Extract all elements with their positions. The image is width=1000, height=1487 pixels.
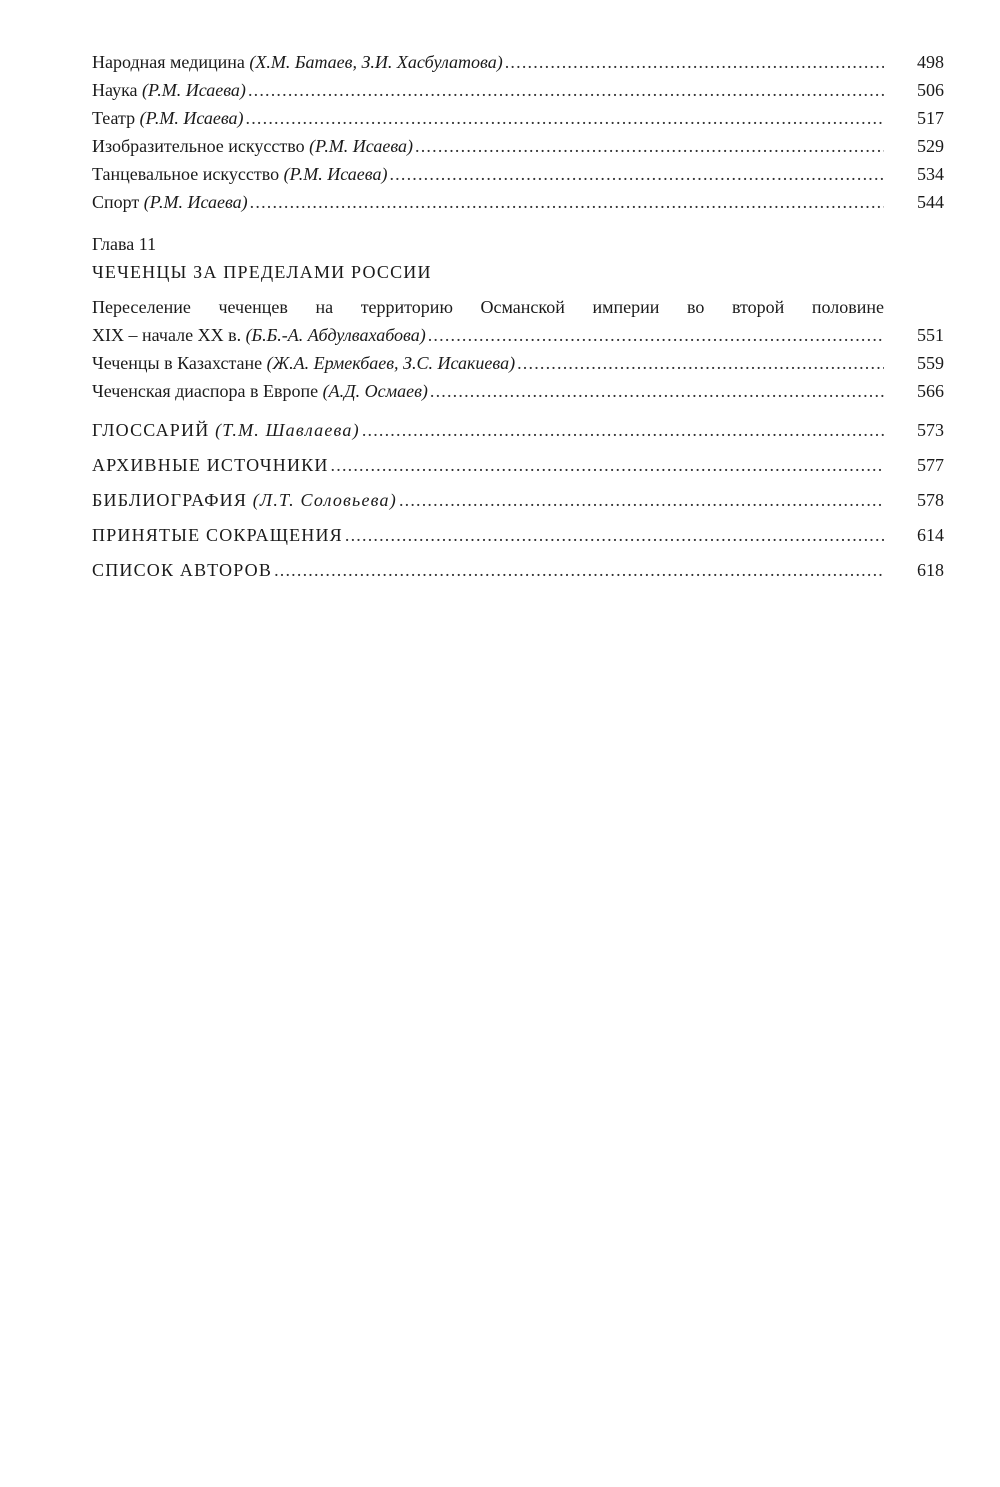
page-number: 618 <box>917 560 944 580</box>
page-number: 506 <box>917 80 944 100</box>
entry-title: Наука (Р.М. Исаева) <box>92 80 246 100</box>
entry-title: ГЛОССАРИЙ (Т.М. Шавлаева) <box>92 420 360 440</box>
dot-leader <box>517 349 884 377</box>
page-number: 566 <box>917 381 944 401</box>
entry-title-line: Переселение чеченцев на территорию Османской империи во второй половине <box>92 297 884 317</box>
page-number: 498 <box>917 52 944 72</box>
dot-leader <box>415 132 884 160</box>
page-number: 573 <box>917 420 944 440</box>
toc-entry <box>92 76 944 104</box>
dot-leader <box>428 321 884 349</box>
entry-title: АРХИВНЫЕ ИСТОЧНИКИ <box>92 455 329 475</box>
dot-leader <box>399 483 884 518</box>
page-number: 614 <box>917 525 944 545</box>
chapter-title: ЧЕЧЕНЦЫ ЗА ПРЕДЕЛАМИ РОССИИ <box>92 262 432 282</box>
dot-leader <box>505 48 884 76</box>
toc-entry <box>92 349 944 377</box>
entry-author: (Р.М. Исаева) <box>139 108 244 128</box>
toc-entry <box>92 160 944 188</box>
entry-title: Танцевальное искусство (Р.М. Исаева) <box>92 164 388 184</box>
entry-author: (Х.М. Батаев, З.И. Хасбулатова) <box>249 52 503 72</box>
entry-author: (А.Д. Осмаев) <box>322 381 428 401</box>
dot-leader <box>430 377 884 405</box>
page-number: 544 <box>917 192 944 212</box>
toc-entry-glossary <box>92 413 944 448</box>
entry-title: Народная медицина (Х.М. Батаев, З.И. Хасбулатова) <box>92 52 503 72</box>
entry-author: (Ж.А. Ермекбаев, З.С. Исакиева) <box>266 353 516 373</box>
entry-title: Чеченская диаспора в Европе (А.Д. Осмаев) <box>92 381 428 401</box>
entry-author: (Т.М. Шавлаева) <box>215 420 360 440</box>
dot-leader <box>362 413 884 448</box>
entry-author: (Р.М. Исаева) <box>142 80 246 100</box>
entry-title: ПРИНЯТЫЕ СОКРАЩЕНИЯ <box>92 525 343 545</box>
page-number: 529 <box>917 136 944 156</box>
toc-entry <box>92 188 944 216</box>
entry-author: (Б.Б.-А. Абдулвахабова) <box>245 325 426 345</box>
entry-author: (Р.М. Исаева) <box>143 192 248 212</box>
toc-entry-archives <box>92 448 944 483</box>
page-number: 578 <box>917 490 944 510</box>
toc-entry <box>92 132 944 160</box>
entry-title: СПИСОК АВТОРОВ <box>92 560 273 580</box>
page-number: 517 <box>917 108 944 128</box>
entry-author: (Р.М. Исаева) <box>283 164 388 184</box>
dot-leader <box>389 160 884 188</box>
toc-entry <box>92 48 944 76</box>
dot-leader <box>331 448 884 483</box>
toc-entry <box>92 321 944 349</box>
toc-entry-authors <box>92 553 944 588</box>
chapter-label: Глава 11 <box>92 234 157 254</box>
entry-author: (Л.Т. Соловьева) <box>252 490 397 510</box>
dot-leader <box>250 188 884 216</box>
toc-entry <box>92 377 944 405</box>
entry-title: Спорт (Р.М. Исаева) <box>92 192 248 212</box>
toc-entry <box>92 104 944 132</box>
entry-title: Изобразительное искусство (Р.М. Исаева) <box>92 136 414 156</box>
page-number: 534 <box>917 164 944 184</box>
page-number: 577 <box>917 455 944 475</box>
page-number: 559 <box>917 353 944 373</box>
toc-entry-abbreviations <box>92 518 944 553</box>
dot-leader <box>274 553 884 588</box>
entry-author: (Р.М. Исаева) <box>309 136 414 156</box>
page-number: 551 <box>917 325 944 345</box>
table-of-contents <box>92 48 944 588</box>
dot-leader <box>246 104 884 132</box>
entry-title: БИБЛИОГРАФИЯ (Л.Т. Соловьева) <box>92 490 397 510</box>
dot-leader <box>248 76 884 104</box>
entry-title: XIX – начале XX в. (Б.Б.-А. Абдулвахабова) <box>92 325 426 345</box>
entry-title: Чеченцы в Казахстане (Ж.А. Ермекбаев, З.С. Исакиева) <box>92 353 516 373</box>
entry-title: Театр (Р.М. Исаева) <box>92 108 244 128</box>
toc-entry-bibliography <box>92 483 944 518</box>
dot-leader <box>345 518 884 553</box>
